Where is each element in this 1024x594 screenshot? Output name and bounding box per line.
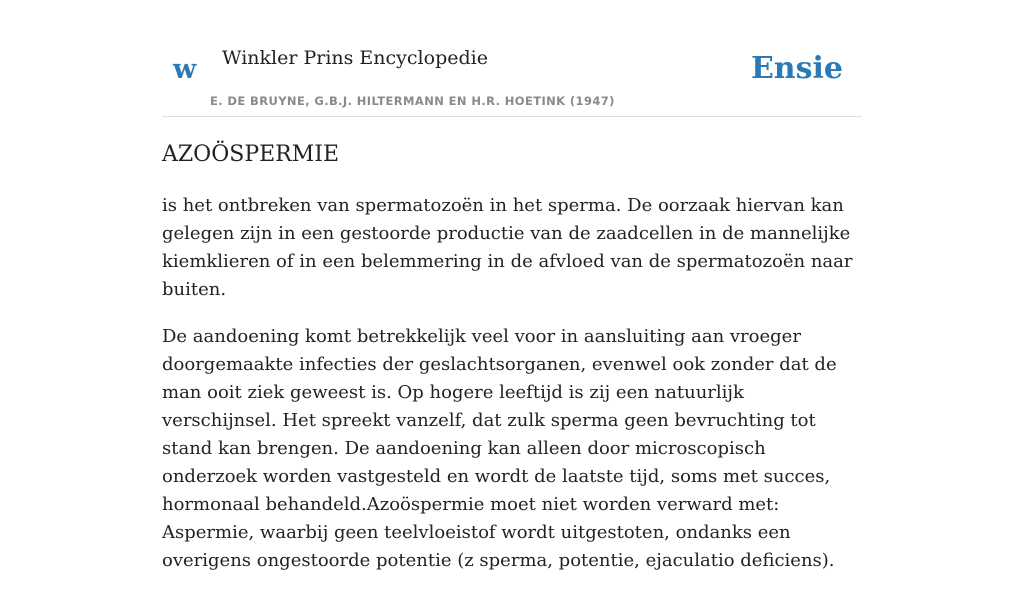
winkler-prins-logo[interactable]: w <box>173 54 197 85</box>
source-title[interactable]: Winkler Prins Encyclopedie <box>222 47 488 69</box>
source-authors: E. DE BRUYNE, G.B.J. HILTERMANN EN H.R. HOETINK (1947) <box>210 94 615 108</box>
entry-body <box>162 192 862 594</box>
body-paragraph: is het ontbreken van spermatozoën in het sperma. De oorzaak hiervan kan gelegen zijn in een gestoorde productie van de zaadcellen in de mannelijke kiemklieren of in een belemmering in de afvloed van de spermatozoën naar buiten. <box>162 195 853 300</box>
entry-title: AZOÖSPERMIE <box>162 142 340 167</box>
body-paragraph: De aandoening komt betrekkelijk veel voor in aansluiting aan vroeger doorgemaakte infecties der geslachtsorganen, evenwel ook zonder dat de man ooit ziek geweest is. Op hogere leeftijd is zij een natuurlijk verschijnsel. Het spreekt vanzelf, dat zulk sperma geen bevruchting tot stand kan brengen. De aandoening kan alleen door microscopisch onderzoek worden vastgesteld en wordt de laatste tijd, soms met succes, hormonaal behandeld.Azoöspermie moet niet worden verward met: Aspermie, waarbij geen teelvloeistof wordt uitgestoten, ondanks een overigens ongestoorde potentie (z sperma, potentie, ejaculatio deficiens). <box>162 326 837 571</box>
ensie-logo[interactable]: Ensie <box>750 51 843 86</box>
page-header <box>162 0 862 117</box>
